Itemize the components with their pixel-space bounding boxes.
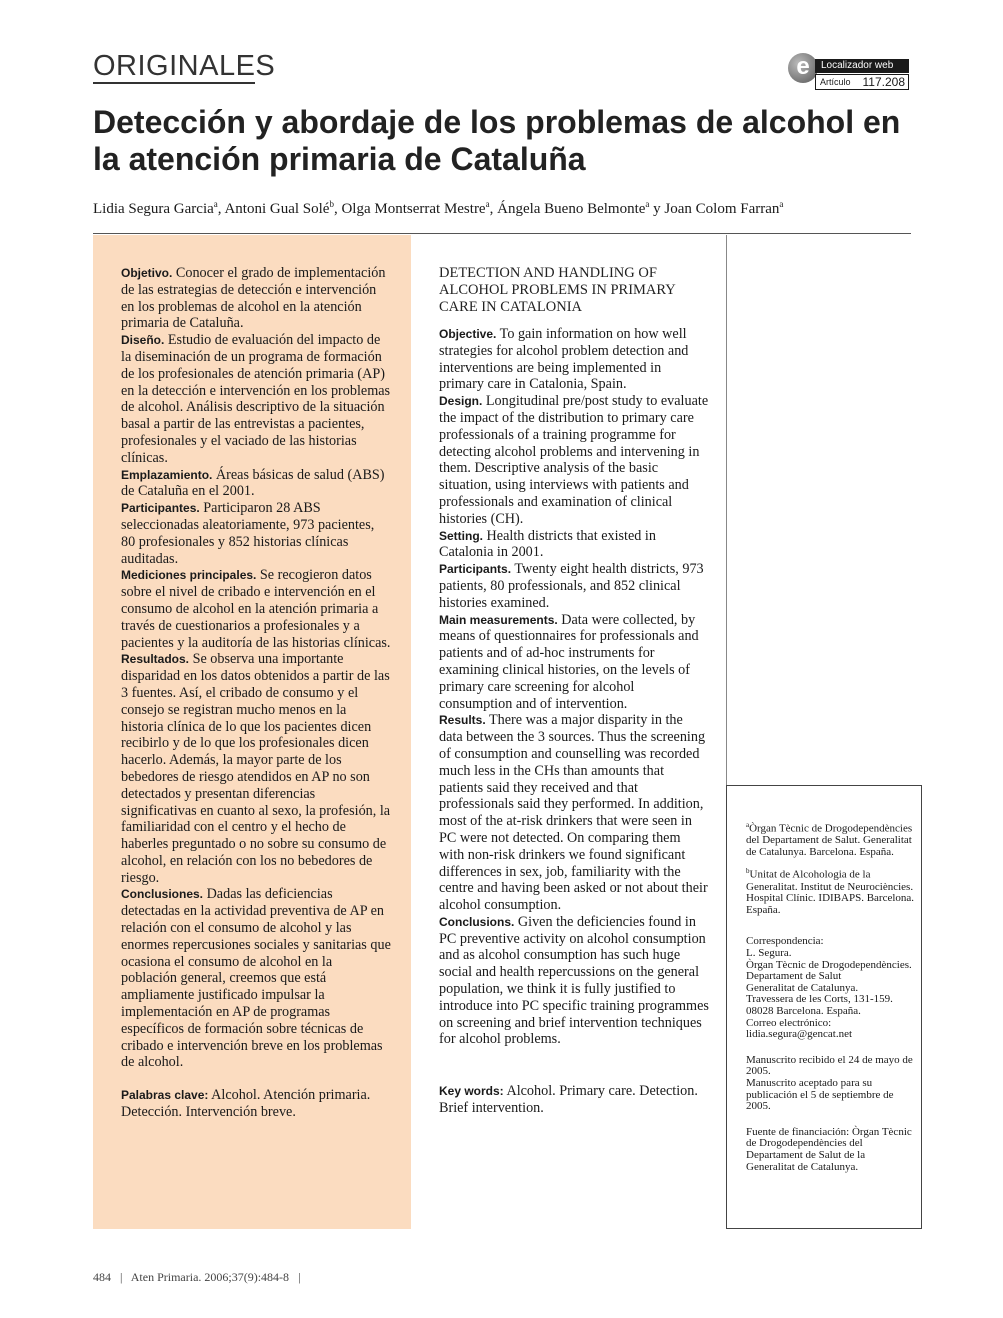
spanish-abstract-section-text: Participaron 28 ABS seleccionadas aleatoriamente, 973 pacientes, 80 profesionales y 852 historias clínicas auditadas. (121, 500, 375, 567)
english-abstract-section-text: Health districts that existed in Catalonia in 2001. (439, 527, 656, 561)
english-abstract (439, 326, 709, 1048)
author-name: Antoni Gual Solé (224, 201, 330, 217)
footer-separator: | (292, 1270, 301, 1284)
badge-article-box (815, 74, 909, 90)
author-separator: , (333, 201, 342, 217)
english-abstract-section-label: Results. (439, 713, 486, 728)
affiliation-b (746, 866, 916, 916)
spanish-keywords (121, 1087, 391, 1121)
author-affiliation-mark: b (329, 199, 334, 209)
english-abstract-section-label: Objective. (439, 327, 497, 341)
english-abstract-section-text: Given the deficiencies found in PC preventive activity on alcohol consumption and as alcohol consumption has such huge social and health repercussions on the general population, we think it is fully justified to introduce into PC specific training programmes on screening and brief intervention techniques for alcohol problems. (439, 913, 709, 1048)
affiliation-a-text: Òrgan Tècnic de Drogodependències del Departament de Salut. Generalitat de Catalunya. Barcelona. España. (746, 822, 913, 858)
english-abstract-section-text: To gain information on how well strategies for alcohol problem detection and interventions are being implemented in primary care in Catalonia, Spain. (439, 326, 689, 393)
web-locator-badge[interactable] (788, 53, 910, 91)
column-divider (726, 235, 727, 785)
correspondence-line: Travessera de les Corts, 131-159. (746, 993, 893, 1006)
section-label: ORIGINALES (93, 50, 276, 82)
english-abstract-section-text: Data were collected, by means of questionnaires for professionals and patients and of ad-hoc instruments for examining clinical histories, on the levels of primary care screening for alcohol consumption and of intervention. (439, 611, 699, 712)
spanish-abstract-section (121, 500, 391, 567)
correspondence-line: Generalitat de Catalunya. (746, 981, 859, 994)
spanish-abstract-section (121, 332, 391, 466)
author-list (93, 199, 923, 218)
english-keywords-text: Alcohol. Primary care. Detection. Brief intervention. (439, 1083, 698, 1116)
spanish-keywords-label: Palabras clave: (121, 1088, 209, 1103)
section-underline (93, 82, 255, 84)
english-abstract-sections (439, 326, 709, 1048)
journal-citation: Aten Primaria. 2006;37(9):484-8 (130, 1270, 290, 1284)
spanish-abstract-section (121, 467, 391, 501)
english-abstract-section-text: Longitudinal pre/post study to evaluate the impact of the distribution to primary care professionals of a training programme for detecting alcohol problems and intervening in them. Descriptive analysis of the basic situation, using interviews with patients and professionals and examination of clinical histories (CH). (439, 393, 709, 527)
article-title: Detección y abordaje de los problemas de alcohol en la atención primaria de Cataluña (93, 104, 901, 177)
english-abstract-section (439, 326, 709, 393)
author-affiliation-mark: a (485, 199, 490, 209)
author-separator: y (649, 201, 665, 217)
english-abstract-section (439, 712, 709, 914)
spanish-abstract-section-label: Diseño. (121, 333, 165, 348)
author-separator: , (489, 201, 498, 217)
affiliation-b-text: Unitat de Alcohologia de la Generalitat. Institut de Neurociències. Hospital Clínic. IDIBAPS. Barcelona. España. (746, 869, 915, 916)
spanish-abstract-section-text: Se recogieron datos sobre el nivel de cribado e intervención en el consumo de alcohol en la atención primaria a través de cuestionarios a profesionales y a pacientes y la auditoría de las historias clínicas. (121, 567, 391, 651)
author-name: Lidia Segura Garcia (93, 201, 214, 217)
spanish-abstract-section-text: Áreas básicas de salud (ABS) de Cataluña en el 2001. (121, 466, 385, 500)
spanish-abstract-section-text: Se observa una importante disparidad en los datos obtenidos a partir de las 3 fuentes. Así, el cribado de consumo y el consejo se registran mucho menos en la historia clínica de lo que los pacientes dicen recibirlo y de lo que los profesionales dicen hacerlo. Además, la mayor parte de los bebedores de riesgo atendidos en AP no son detectados y presentan diferencias significativas en cuanto al sexo, la profesión, la familiaridad con el centro y el hecho de haberles preguntado o no sobre su consumo de alcohol, en relación con los no bebedores de riesgo. (121, 651, 391, 886)
spanish-abstract-section (121, 651, 391, 886)
english-abstract-section-label: Design. (439, 394, 483, 409)
accepted-date: Manuscrito aceptado para su publicación el 5 de septiembre de 2005. (746, 1077, 894, 1113)
english-abstract-section-text: Twenty eight health districts, 973 patients, 80 professionals, and 852 clinical histories examined. (439, 561, 704, 611)
correspondence-line: Òrgan Tècnic de Drogodependències. Departament de Salut (746, 958, 912, 983)
spanish-abstract-sections (121, 265, 391, 1071)
spanish-abstract-section (121, 567, 391, 651)
english-abstract-section (439, 528, 709, 562)
spanish-abstract-section-label: Mediciones principales. (121, 568, 257, 583)
spanish-keywords-text: Alcohol. Atención primaria. Detección. Intervención breve. (121, 1087, 371, 1121)
affiliation-b-mark: b (746, 867, 750, 876)
spanish-abstract-section-label: Conclusiones. (121, 887, 204, 902)
spanish-abstract-section-text: Estudio de evaluación del impacto de la diseminación de un programa de formación de los profesionales de atención primaria (AP) en la detección e intervención en los problemas de alcohol. Análisis descriptivo de la situación basal a partir de las entrevistas a pacientes, profesionales y el vaciado de las historias clínicas. (121, 332, 391, 466)
correspondence-line: L. Segura. (746, 947, 792, 960)
spanish-abstract-section-text: Dadas las deficiencias detectadas en la actividad preventiva de AP en relación con el consumo de alcohol y las enormes repercusiones sociales y sanitarias que ocasiona el consumo de alcohol en la población general, creemos que está ampliamente justificado impulsar la implementación en AP de programas específicos de formación sobre técnicas de cribado e intervención breve en los problemas de alcohol. (121, 886, 391, 1071)
correspondence-line: Correspondencia: (746, 935, 824, 948)
correspondence-line: 08028 Barcelona. España. (746, 1005, 861, 1018)
author-name: Joan Colom Farran (664, 201, 780, 217)
page-number: 484 (93, 1270, 111, 1284)
funding-source: Fuente de financiación: Òrgan Tècnic de Drogodependències del Departament de Salut de la Generalitat de Catalunya. (746, 1125, 912, 1173)
badge-label: Localizador web (815, 59, 909, 73)
correspondence-line: Correo electrónico: (746, 1016, 832, 1029)
english-abstract-section (439, 612, 709, 713)
english-abstract-section (439, 914, 709, 1048)
english-abstract-section-label: Conclusions. (439, 914, 515, 929)
footer-separator: | (114, 1270, 129, 1284)
english-keywords-label: Key words: (439, 1084, 504, 1098)
english-abstract-section (439, 393, 709, 527)
affiliation-a (746, 820, 916, 858)
author-name: Olga Montserrat Mestre (341, 201, 486, 217)
spanish-abstract-section-label: Resultados. (121, 652, 190, 667)
affiliations (746, 820, 916, 1173)
english-abstract-section-text: There was a major disparity in the data between the 3 sources. Thus the screening of consumption and counselling was recorded much less in the CHs than amounts that patients said they received and that professionals said they performed. In addition, most of the at-risk drinkers that were seen in PC were not detected. On comparing them with non-risk drinkers we found significant differences in sex, job, familiarity with the centre and having been asked or not about their alcohol consumption. (439, 712, 708, 914)
english-abstract-section (439, 561, 709, 611)
author-affiliation-mark: a (645, 199, 650, 209)
e-icon: e (788, 53, 818, 83)
spanish-abstract (121, 265, 391, 1121)
author-separator: , (217, 201, 225, 217)
english-abstract-section-label: Setting. (439, 528, 483, 543)
badge-article-label: Artículo (820, 77, 851, 87)
spanish-abstract-section (121, 886, 391, 1071)
english-title: DETECTION AND HANDLING OF ALCOHOL PROBLEMS IN PRIMARY CARE IN CATALONIA (439, 265, 676, 315)
correspondence (746, 936, 916, 1040)
badge-article-number: 117.208 (862, 75, 905, 89)
spanish-abstract-section-text: Conocer el grado de implementación de las estrategias de detección e intervención en los problemas de alcohol en la atención primaria de Cataluña. (121, 265, 386, 332)
header-divider (93, 233, 911, 234)
spanish-abstract-section-label: Emplazamiento. (121, 467, 213, 482)
page-footer (93, 1270, 300, 1285)
english-abstract-section-label: Main measurements. (439, 612, 558, 627)
author-affiliation-mark: a (779, 199, 784, 209)
english-keywords (439, 1083, 709, 1117)
spanish-abstract-section (121, 265, 391, 332)
affiliation-a-mark: a (746, 821, 750, 829)
spanish-abstract-section-label: Participantes. (121, 501, 200, 516)
spanish-abstract-section-label: Objetivo. (121, 266, 173, 280)
received-date: Manuscrito recibido el 24 de mayo de 2005. (746, 1053, 913, 1078)
author-name: Ángela Bueno Belmonte (497, 201, 646, 217)
english-abstract-section-label: Participants. (439, 562, 512, 577)
author-affiliation-mark: a (213, 199, 218, 209)
correspondence-line: lidia.segura@gencat.net (746, 1028, 853, 1041)
